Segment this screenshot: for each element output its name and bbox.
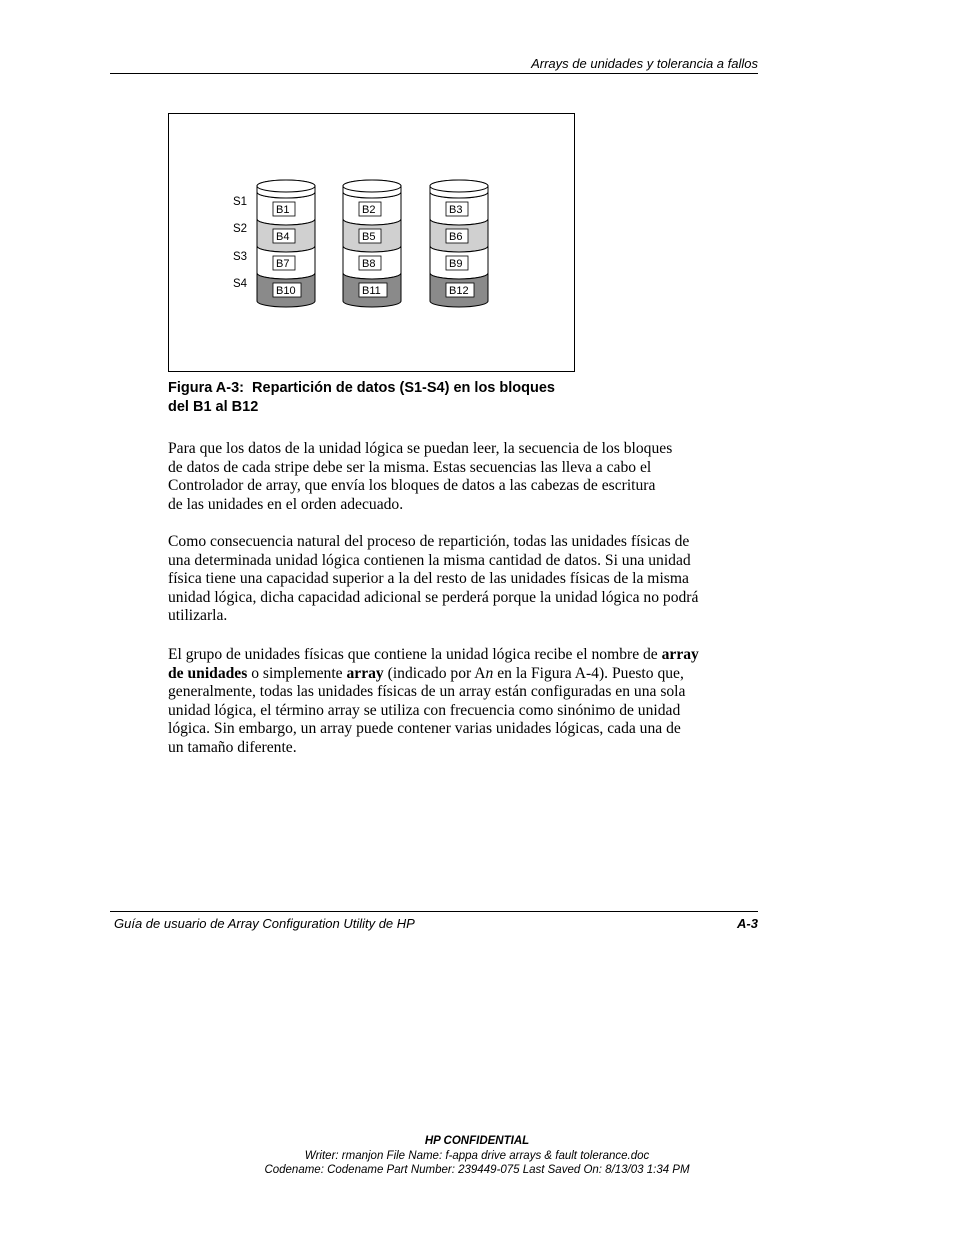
figure-frame: [168, 113, 575, 372]
paragraph-line: de datos de cada stripe debe ser la misma. Estas secuencias las lleva a cabo el: [168, 458, 652, 476]
block-label: B5: [362, 231, 376, 243]
paragraph-3: [168, 646, 758, 758]
drive-top-cap: [343, 180, 401, 192]
block-label: B4: [276, 231, 290, 243]
confidential-line-1: Writer: rmanjon File Name: f-appa drive arrays & fault tolerance.doc: [304, 1149, 650, 1162]
paragraph-line: unidad lógica, el término array se utiliza con frecuencia como sinónimo de unidad: [168, 701, 681, 719]
footer-rule: [110, 911, 758, 912]
text-run: en la Figura A-4). Puesto que,: [493, 664, 684, 682]
block-label: B6: [449, 231, 463, 243]
paragraph-line: Para que los datos de la unidad lógica se puedan leer, la secuencia de los bloques: [168, 440, 673, 457]
striping-diagram: [169, 114, 574, 371]
stripe-label: S3: [233, 251, 248, 263]
paragraph-line: de las unidades en el orden adecuado.: [168, 495, 404, 513]
paragraph-line: [168, 646, 758, 665]
drive-top-cap: [430, 180, 488, 192]
figure-caption: [168, 379, 608, 417]
caption-line-2: del B1 al B12: [168, 399, 259, 415]
block-label: B11: [362, 285, 381, 297]
stripe-label: S4: [233, 278, 248, 290]
paragraph-line: Como consecuencia natural del proceso de repartición, todas las unidades físicas de: [168, 533, 690, 550]
block-label: B7: [276, 258, 290, 270]
confidential-title: HP CONFIDENTIAL: [424, 1135, 530, 1147]
block-label: B8: [362, 258, 376, 270]
paragraph-line: utilizarla.: [168, 607, 228, 625]
page-number: A-3: [737, 916, 758, 931]
italic-n: n: [485, 664, 494, 682]
block-label: B12: [449, 285, 469, 297]
caption-line-1: Figura A-3: Repartición de datos (S1-S4) en los bloques: [168, 380, 555, 396]
block-label: B9: [449, 258, 463, 270]
paragraph-line: una determinada unidad lógica contienen la misma cantidad de datos. Si una unidad: [168, 551, 691, 569]
paragraph-line: Controlador de array, que envía los bloques de datos a las cabezas de escritura: [168, 477, 656, 495]
stripe-label: S1: [233, 196, 248, 208]
block-label: B2: [362, 204, 376, 216]
block-label: B3: [449, 204, 463, 216]
paragraph-line: lógica. Sin embargo, un array puede contener varias unidades lógicas, cada una de: [168, 720, 681, 738]
block-label: B1: [276, 204, 290, 216]
term-array-bold-2: array: [346, 664, 384, 682]
confidential-block: [0, 1134, 954, 1178]
paragraph-1: [168, 440, 758, 514]
text-run: o simplemente: [247, 664, 347, 682]
term-de-unidades-bold: de unidades: [168, 664, 248, 682]
paragraph-line: [168, 665, 758, 684]
block-label: B10: [276, 285, 296, 297]
drive-top-cap: [257, 180, 315, 192]
confidential-line-2: Codename: Codename Part Number: 239449-075 Last Saved On: 8/13/03 1:34 PM: [264, 1164, 690, 1176]
text-run: El grupo de unidades físicas que contiene la unidad lógica recibe el nombre de: [168, 646, 662, 663]
header-rule: [110, 73, 758, 74]
stripe-label: S2: [233, 223, 248, 235]
paragraph-line: generalmente, todas las unidades físicas de un array están configuradas en una sola: [168, 683, 686, 701]
paragraph-line: física tiene una capacidad superior a la del resto de las unidades físicas de la misma: [168, 570, 689, 588]
text-run: (indicado por A: [383, 664, 486, 682]
paragraph-line: unidad lógica, dicha capacidad adicional se perderá porque la unidad lógica no podrá: [168, 588, 699, 606]
paragraph-2: [168, 533, 758, 626]
running-header: Arrays de unidades y tolerancia a fallos: [531, 56, 758, 71]
footer-title: Guía de usuario de Array Configuration Utility de HP: [114, 916, 415, 931]
paragraph-line: un tamaño diferente.: [168, 738, 297, 756]
term-array-bold: array: [661, 646, 699, 663]
